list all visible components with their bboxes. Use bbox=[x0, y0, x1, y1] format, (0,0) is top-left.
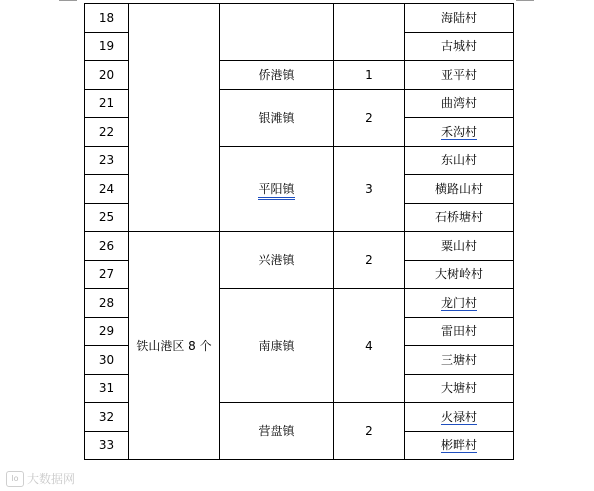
village-cell: 大塘村 bbox=[405, 374, 514, 403]
count-cell bbox=[334, 4, 405, 61]
row-number: 29 bbox=[85, 317, 129, 346]
page-corner-mark-right bbox=[516, 0, 534, 1]
row-number: 18 bbox=[85, 4, 129, 33]
town-cell: 侨港镇 bbox=[220, 61, 334, 90]
village-cell: 亚平村 bbox=[405, 61, 514, 90]
village-cell: 大树岭村 bbox=[405, 260, 514, 289]
village-cell: 三塘村 bbox=[405, 346, 514, 375]
village-cell: 海陆村 bbox=[405, 4, 514, 33]
district-cell: 铁山港区 8 个 bbox=[129, 232, 220, 460]
town-cell: 营盘镇 bbox=[220, 403, 334, 460]
count-cell: 2 bbox=[334, 403, 405, 460]
count-cell: 2 bbox=[334, 232, 405, 289]
row-number: 27 bbox=[85, 260, 129, 289]
town-cell bbox=[220, 4, 334, 61]
village-name-underlined: 彬畔村 bbox=[440, 438, 477, 453]
town-cell bbox=[220, 146, 334, 232]
row-number: 23 bbox=[85, 146, 129, 175]
row-number: 33 bbox=[85, 431, 129, 460]
row-number: 31 bbox=[85, 374, 129, 403]
row-number: 26 bbox=[85, 232, 129, 261]
village-cell: 石桥塘村 bbox=[405, 203, 514, 232]
village-cell: 粟山村 bbox=[405, 232, 514, 261]
village-cell bbox=[405, 431, 514, 460]
row-number: 25 bbox=[85, 203, 129, 232]
village-name-underlined: 龙门村 bbox=[440, 295, 477, 310]
row-number: 32 bbox=[85, 403, 129, 432]
town-cell: 南康镇 bbox=[220, 289, 334, 403]
watermark bbox=[6, 470, 75, 487]
town-cell: 兴港镇 bbox=[220, 232, 334, 289]
village-name-underlined: 禾沟村 bbox=[440, 124, 477, 139]
village-name-underlined: 火禄村 bbox=[440, 409, 477, 424]
village-cell: 古城村 bbox=[405, 32, 514, 61]
row-number: 20 bbox=[85, 61, 129, 90]
count-cell: 3 bbox=[334, 146, 405, 232]
count-cell: 1 bbox=[334, 61, 405, 90]
watermark-text: 大数据网 bbox=[27, 472, 76, 486]
page-corner-mark-left bbox=[59, 0, 77, 1]
village-cell: 曲湾村 bbox=[405, 89, 514, 118]
row-number: 21 bbox=[85, 89, 129, 118]
count-cell: 2 bbox=[334, 89, 405, 146]
village-cell: 东山村 bbox=[405, 146, 514, 175]
village-cell bbox=[405, 289, 514, 318]
row-number: 24 bbox=[85, 175, 129, 204]
town-name-underlined: 平阳镇 bbox=[258, 182, 294, 200]
count-cell: 4 bbox=[334, 289, 405, 403]
row-number: 22 bbox=[85, 118, 129, 147]
village-cell bbox=[405, 118, 514, 147]
table-row bbox=[85, 4, 514, 33]
village-cell: 横路山村 bbox=[405, 175, 514, 204]
village-cell: 雷田村 bbox=[405, 317, 514, 346]
district-cell bbox=[129, 4, 220, 232]
town-cell: 银滩镇 bbox=[220, 89, 334, 146]
table-row bbox=[85, 232, 514, 261]
row-number: 28 bbox=[85, 289, 129, 318]
village-cell bbox=[405, 403, 514, 432]
watermark-logo-icon: lo bbox=[6, 471, 24, 487]
village-table bbox=[84, 3, 514, 460]
row-number: 19 bbox=[85, 32, 129, 61]
row-number: 30 bbox=[85, 346, 129, 375]
